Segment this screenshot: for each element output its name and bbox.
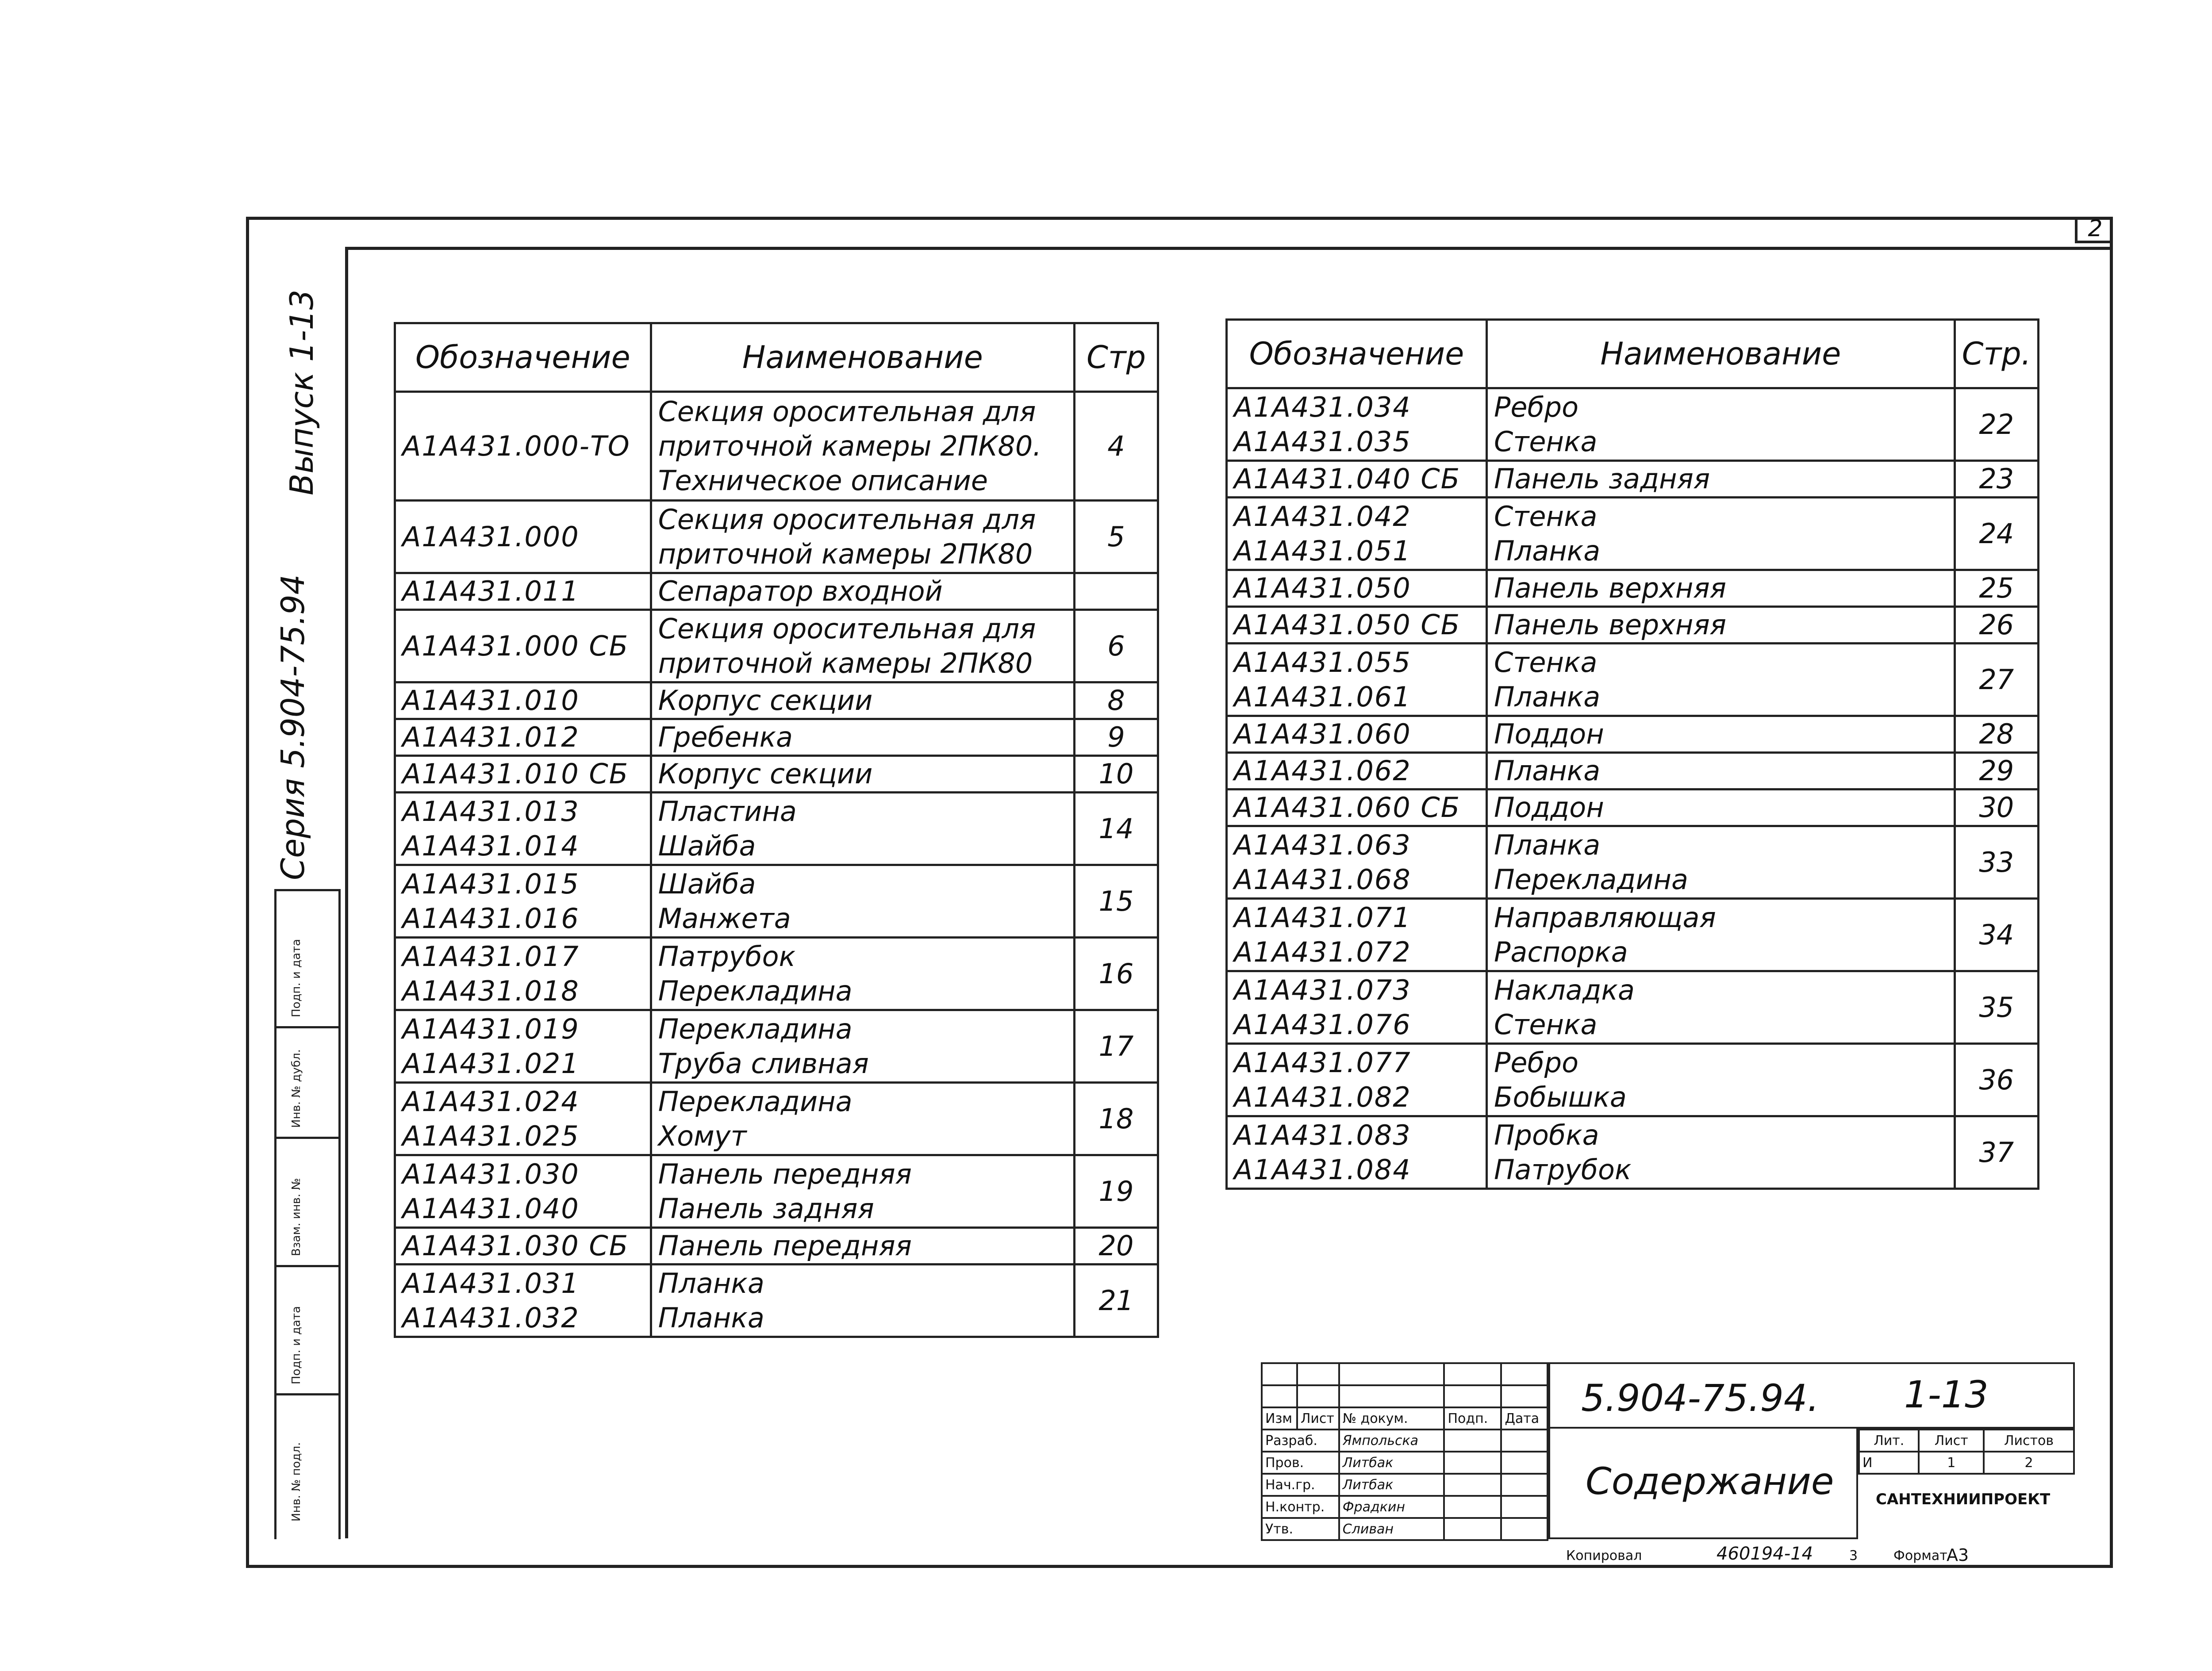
designation-cell — [1227, 790, 1487, 826]
name-cell — [651, 1155, 1074, 1228]
name-line: Пробка — [1494, 1119, 1599, 1151]
name-line: Техническое описание — [658, 464, 988, 497]
table-row — [395, 938, 1158, 1010]
designation-line: А1А431.000-ТО — [402, 429, 630, 462]
name-cell — [1487, 826, 1955, 899]
name-line: Корпус секции — [658, 758, 873, 790]
name-line: Перекладина — [658, 974, 853, 1007]
table-row — [395, 573, 1158, 610]
stamp-label-1: Подп. и дата — [290, 939, 303, 1017]
name-line: Гребенка — [658, 721, 793, 753]
name-line: Перекладина — [658, 1012, 853, 1045]
designation-line: А1А431.018 — [402, 974, 580, 1007]
name-cell — [1487, 607, 1955, 644]
designation-line: А1А431.040 СБ — [1234, 463, 1461, 495]
role-label: Н.контр. — [1262, 1496, 1339, 1518]
designation-line: А1А431.017 — [402, 940, 580, 973]
table-row — [395, 392, 1158, 501]
side-series: Серия 5.904-75.94 — [274, 574, 311, 880]
col-sheet: Лист — [1297, 1407, 1339, 1430]
table-row — [1227, 1044, 2039, 1116]
designation-line: А1А431.019 — [402, 1012, 580, 1045]
name-cell — [651, 1083, 1074, 1155]
name-line: Планка — [1494, 828, 1601, 861]
designation-line: А1А431.068 — [1234, 863, 1411, 896]
col-change: Изм — [1262, 1407, 1297, 1430]
name-line: Стенка — [1494, 425, 1598, 458]
name-cell — [651, 793, 1074, 865]
designation-line: А1А431.035 — [1234, 425, 1411, 458]
name-cell — [1487, 644, 1955, 716]
page-cell: 5 — [1074, 501, 1158, 573]
name-line: Ребро — [1494, 391, 1579, 423]
designation-line: А1А431.034 — [1234, 391, 1411, 423]
signature-cell — [1444, 1496, 1501, 1518]
designation-cell — [395, 793, 651, 865]
page-cell: 16 — [1074, 938, 1158, 1010]
stamp-label-4: Подп. и дата — [290, 1306, 303, 1384]
name-line: приточной камеры 2ПК80 — [658, 647, 1033, 679]
page-cell: 27 — [1955, 644, 2038, 716]
page-cell: 28 — [1955, 716, 2038, 753]
date-cell — [1501, 1430, 1548, 1452]
name-cell — [651, 573, 1074, 610]
name-line: Труба сливная — [658, 1047, 869, 1080]
title-cell — [1548, 1429, 1858, 1539]
designation-cell — [395, 938, 651, 1010]
table-row — [395, 719, 1158, 756]
designation-line: А1А431.013 — [402, 795, 580, 828]
signature-cell — [1444, 1452, 1501, 1474]
stamp-label-3: Взам. инв. № — [290, 1178, 303, 1256]
name-line: Панель задняя — [658, 1192, 874, 1225]
table-row — [1227, 607, 2039, 644]
role-person: Литбак — [1339, 1452, 1444, 1474]
contents-table-right — [1225, 318, 2039, 1190]
name-cell — [1487, 971, 1955, 1044]
page-cell: 4 — [1074, 392, 1158, 501]
name-line: Ребро — [1494, 1046, 1579, 1079]
role-person: Литбак — [1339, 1474, 1444, 1496]
doc-code: 5.904-75.94. — [1581, 1376, 1819, 1420]
name-line: Панель передняя — [658, 1230, 912, 1262]
designation-line: А1А431.021 — [402, 1047, 580, 1080]
table-row — [1227, 644, 2039, 716]
role-row — [1262, 1496, 1548, 1518]
designation-line: А1А431.042 — [1234, 500, 1411, 533]
page-cell: 19 — [1074, 1155, 1158, 1228]
table-row — [1227, 461, 2039, 498]
stamp-label-2: Инв. № дубл. — [290, 1049, 303, 1128]
designation-cell — [1227, 1116, 1487, 1189]
header-designation: Обозначение — [395, 323, 651, 392]
name-line: Перекладина — [1494, 863, 1689, 896]
name-cell — [1487, 388, 1955, 461]
name-cell — [651, 938, 1074, 1010]
designation-line: А1А431.050 СБ — [1234, 609, 1461, 641]
designation-cell — [395, 1265, 651, 1337]
name-line: Корпус секции — [658, 684, 873, 717]
designation-cell — [1227, 753, 1487, 790]
name-line: приточной камеры 2ПК80. — [658, 429, 1042, 462]
designation-line: А1А431.060 СБ — [1234, 791, 1461, 824]
doc-title: Содержание — [1586, 1460, 1834, 1503]
designation-line: А1А431.055 — [1234, 646, 1411, 678]
page-cell: 24 — [1955, 498, 2038, 570]
page-cell — [1074, 573, 1158, 610]
name-cell — [1487, 899, 1955, 971]
name-line: Накладка — [1494, 973, 1635, 1006]
designation-line: А1А431.024 — [402, 1085, 580, 1118]
name-line: Стенка — [1494, 1008, 1598, 1041]
page-cell: 20 — [1074, 1228, 1158, 1265]
designation-line: А1А431.011 — [402, 575, 580, 607]
footer-copied: Копировал — [1566, 1548, 1642, 1564]
table-row — [395, 1265, 1158, 1337]
name-line: приточной камеры 2ПК80 — [658, 537, 1033, 570]
date-cell — [1501, 1474, 1548, 1496]
role-row — [1262, 1474, 1548, 1496]
designation-line: А1А431.060 — [1234, 718, 1411, 750]
table-row — [395, 682, 1158, 719]
name-cell — [1487, 1044, 1955, 1116]
revision-grid — [1261, 1362, 1548, 1541]
footer-format-label: Формат — [1893, 1548, 1947, 1564]
name-line: Секция оросительная для — [658, 612, 1036, 645]
table-row — [395, 756, 1158, 793]
page-cell: 35 — [1955, 971, 2038, 1044]
table-row — [1227, 899, 2039, 971]
name-cell — [1487, 570, 1955, 607]
date-cell — [1501, 1496, 1548, 1518]
contents-table-left — [394, 322, 1159, 1338]
table-row — [1227, 790, 2039, 826]
table-row — [1227, 570, 2039, 607]
designation-line: А1А431.032 — [402, 1301, 580, 1334]
page-cell: 21 — [1074, 1265, 1158, 1337]
name-cell — [651, 756, 1074, 793]
name-line: Сепаратор входной — [658, 575, 943, 607]
table-row — [1227, 388, 2039, 461]
designation-line: А1А431.010 — [402, 684, 580, 717]
name-line: Панель верхняя — [1494, 609, 1727, 641]
designation-cell — [1227, 388, 1487, 461]
name-cell — [1487, 753, 1955, 790]
designation-cell — [395, 1228, 651, 1265]
page-cell: 29 — [1955, 753, 2038, 790]
name-line: Хомут — [658, 1119, 747, 1152]
designation-line: А1А431.063 — [1234, 828, 1411, 861]
designation-cell — [1227, 826, 1487, 899]
name-line: Стенка — [1494, 500, 1598, 533]
page-cell: 6 — [1074, 610, 1158, 682]
col-docnum: № докум. — [1339, 1407, 1444, 1430]
name-line: Манжета — [658, 902, 791, 935]
name-cell — [651, 392, 1074, 501]
name-cell — [1487, 461, 1955, 498]
organization: САНТЕХНИИПРОЕКТ — [1876, 1491, 2051, 1508]
designation-line: А1А431.014 — [402, 829, 580, 862]
name-line: Поддон — [1494, 791, 1604, 824]
designation-cell — [395, 392, 651, 501]
name-cell — [651, 610, 1074, 682]
designation-line: А1А431.062 — [1234, 755, 1411, 787]
footer-format-value: А3 — [1947, 1545, 1969, 1565]
name-cell — [1487, 716, 1955, 753]
designation-line: А1А431.082 — [1234, 1081, 1411, 1113]
page-cell: 8 — [1074, 682, 1158, 719]
name-line: Планка — [1494, 755, 1601, 787]
header-page: Стр — [1074, 323, 1158, 392]
designation-line: А1А431.040 — [402, 1192, 580, 1225]
table-row — [1227, 826, 2039, 899]
table-row — [395, 1083, 1158, 1155]
designation-line: А1А431.076 — [1234, 1008, 1411, 1041]
page-cell: 18 — [1074, 1083, 1158, 1155]
name-line: Панель задняя — [1494, 463, 1710, 495]
date-cell — [1501, 1518, 1548, 1540]
designation-cell — [395, 1010, 651, 1083]
name-line: Планка — [658, 1267, 764, 1299]
designation-cell — [395, 1155, 651, 1228]
designation-line: А1А431.016 — [402, 902, 580, 935]
designation-line: А1А431.000 СБ — [402, 629, 629, 662]
designation-cell — [395, 865, 651, 938]
table-row — [395, 793, 1158, 865]
name-line: Патрубок — [1494, 1153, 1632, 1186]
lit-label: Лит. — [1859, 1430, 1919, 1452]
page-cell: 15 — [1074, 865, 1158, 938]
role-person: Ямпольска — [1339, 1430, 1444, 1452]
page-cell: 26 — [1955, 607, 2038, 644]
role-label: Утв. — [1262, 1518, 1339, 1540]
name-cell — [1487, 498, 1955, 570]
designation-cell — [1227, 461, 1487, 498]
role-label: Пров. — [1262, 1452, 1339, 1474]
designation-cell — [1227, 644, 1487, 716]
name-line: Направляющая — [1494, 901, 1716, 934]
designation-cell — [395, 610, 651, 682]
page-cell: 25 — [1955, 570, 2038, 607]
designation-line: А1А431.084 — [1234, 1153, 1411, 1186]
page-cell: 34 — [1955, 899, 2038, 971]
designation-cell — [1227, 899, 1487, 971]
footer-page: 3 — [1849, 1548, 1858, 1564]
role-label: Разраб. — [1262, 1430, 1339, 1452]
sheets-label: Листов — [1984, 1430, 2074, 1452]
name-line: Патрубок — [658, 940, 796, 973]
signature-cell — [1444, 1430, 1501, 1452]
designation-line: А1А431.000 — [402, 520, 580, 553]
designation-line: А1А431.073 — [1234, 973, 1411, 1006]
table-row — [395, 1010, 1158, 1083]
designation-cell — [395, 573, 651, 610]
col-sign: Подп. — [1444, 1407, 1501, 1430]
designation-line: А1А431.072 — [1234, 935, 1411, 968]
page-cell: 37 — [1955, 1116, 2038, 1189]
name-line: Планка — [658, 1301, 764, 1334]
name-line: Планка — [1494, 534, 1601, 567]
sheet-label: Лист — [1919, 1430, 1984, 1452]
designation-line: А1А431.051 — [1234, 534, 1411, 567]
name-line: Распорка — [1494, 935, 1628, 968]
table-row — [1227, 753, 2039, 790]
table-row — [1227, 971, 2039, 1044]
name-line: Планка — [1494, 680, 1601, 713]
name-cell — [651, 1010, 1074, 1083]
name-line: Бобышка — [1494, 1081, 1627, 1113]
name-cell — [651, 501, 1074, 573]
designation-line: А1А431.077 — [1234, 1046, 1411, 1079]
role-label: Нач.гр. — [1262, 1474, 1339, 1496]
table-row — [395, 1155, 1158, 1228]
table-row — [395, 865, 1158, 938]
table-row — [1227, 498, 2039, 570]
table-row — [395, 610, 1158, 682]
designation-cell — [1227, 498, 1487, 570]
date-cell — [1501, 1452, 1548, 1474]
page-cell: 33 — [1955, 826, 2038, 899]
name-line: Перекладина — [658, 1085, 853, 1118]
page-cell: 23 — [1955, 461, 2038, 498]
role-row — [1262, 1452, 1548, 1474]
header-name: Наименование — [651, 323, 1074, 392]
designation-cell — [395, 682, 651, 719]
name-line: Шайба — [658, 829, 756, 862]
signature-cell — [1444, 1474, 1501, 1496]
designation-cell — [1227, 1044, 1487, 1116]
footer-inventory: 460194-14 — [1717, 1544, 1813, 1564]
role-person: Фрадкин — [1339, 1496, 1444, 1518]
designation-line: А1А431.010 СБ — [402, 758, 629, 790]
page-cell: 36 — [1955, 1044, 2038, 1116]
designation-cell — [395, 1083, 651, 1155]
name-cell — [651, 682, 1074, 719]
designation-line: А1А431.030 СБ — [402, 1230, 629, 1262]
page-cell: 14 — [1074, 793, 1158, 865]
sheet-info — [1858, 1429, 2075, 1475]
sheet-value: 1 — [1919, 1452, 1984, 1474]
table-row — [1227, 716, 2039, 753]
role-person: Сливан — [1339, 1518, 1444, 1540]
designation-cell — [395, 719, 651, 756]
name-line: Панель передняя — [658, 1157, 912, 1190]
sheets-value: 2 — [1984, 1452, 2074, 1474]
doc-issue: 1-13 — [1904, 1373, 1989, 1416]
designation-line: А1А431.061 — [1234, 680, 1411, 713]
table-row — [395, 1228, 1158, 1265]
name-cell — [651, 865, 1074, 938]
sheet-number: 2 — [2075, 217, 2113, 243]
name-cell — [1487, 1116, 1955, 1189]
name-cell — [651, 1265, 1074, 1337]
doc-code-cell — [1548, 1362, 2075, 1429]
page-cell: 30 — [1955, 790, 2038, 826]
role-row — [1262, 1430, 1548, 1452]
lit-value: И — [1859, 1452, 1919, 1474]
designation-line: А1А431.050 — [1234, 572, 1411, 604]
name-line: Секция оросительная для — [658, 503, 1036, 536]
name-line: Секция оросительная для — [658, 395, 1036, 428]
designation-cell — [1227, 971, 1487, 1044]
designation-line: А1А431.031 — [402, 1267, 580, 1299]
designation-cell — [1227, 607, 1487, 644]
designation-cell — [395, 756, 651, 793]
title-block — [1261, 1362, 2075, 1539]
designation-cell — [1227, 570, 1487, 607]
page-cell: 10 — [1074, 756, 1158, 793]
name-line: Стенка — [1494, 646, 1598, 678]
side-issue: Выпуск 1-13 — [283, 289, 320, 495]
name-line: Пластина — [658, 795, 797, 828]
designation-line: А1А431.025 — [402, 1119, 580, 1152]
name-cell — [651, 1228, 1074, 1265]
header-name: Наименование — [1487, 320, 1955, 388]
name-line: Шайба — [658, 867, 756, 900]
header-designation: Обозначение — [1227, 320, 1487, 388]
name-cell — [1487, 790, 1955, 826]
stamp-column — [274, 889, 341, 1539]
designation-cell — [395, 501, 651, 573]
stamp-label-5: Инв. № подл. — [290, 1442, 303, 1522]
col-date: Дата — [1501, 1407, 1548, 1430]
designation-line: А1А431.083 — [1234, 1119, 1411, 1151]
name-cell — [651, 719, 1074, 756]
table-row — [1227, 1116, 2039, 1189]
page-cell: 22 — [1955, 388, 2038, 461]
role-row — [1262, 1518, 1548, 1540]
designation-cell — [1227, 716, 1487, 753]
designation-line: А1А431.015 — [402, 867, 580, 900]
signature-cell — [1444, 1518, 1501, 1540]
header-page: Стр. — [1955, 320, 2038, 388]
page-cell: 9 — [1074, 719, 1158, 756]
designation-line: А1А431.012 — [402, 721, 580, 753]
designation-line: А1А431.071 — [1234, 901, 1411, 934]
name-line: Поддон — [1494, 718, 1604, 750]
name-line: Панель верхняя — [1494, 572, 1727, 604]
designation-line: А1А431.030 — [402, 1157, 580, 1190]
table-row — [395, 501, 1158, 573]
page-cell: 17 — [1074, 1010, 1158, 1083]
